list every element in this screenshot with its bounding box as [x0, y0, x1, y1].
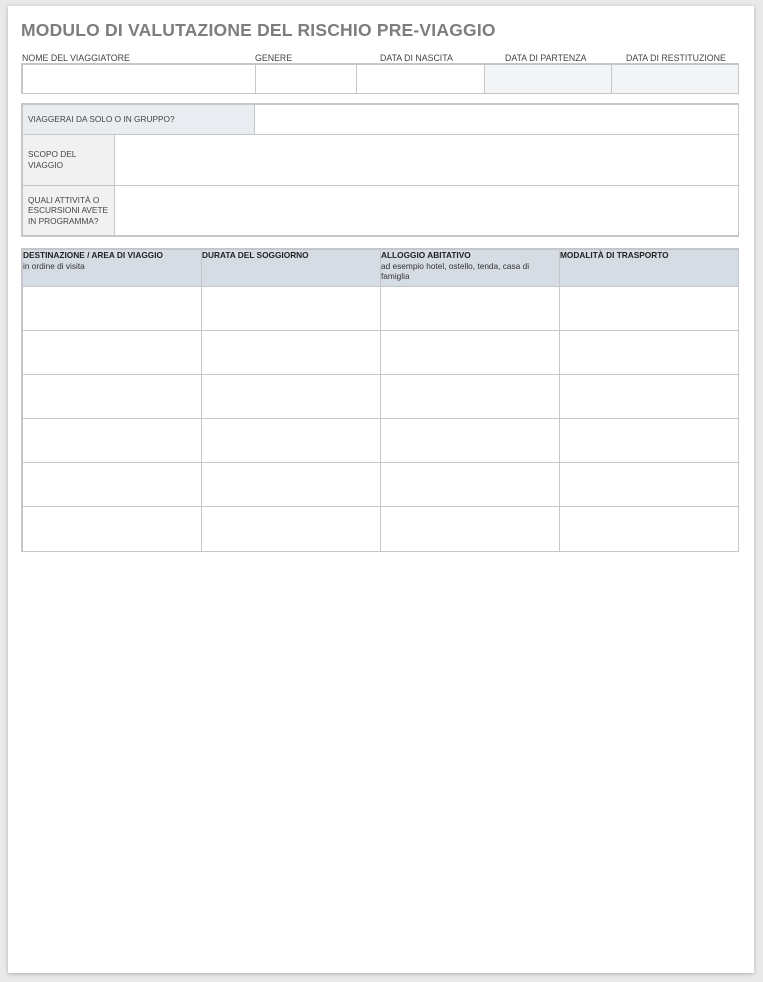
table-cell[interactable] — [23, 463, 202, 507]
table-cell[interactable] — [560, 287, 739, 331]
departure-date-input[interactable] — [485, 65, 611, 93]
table-cell[interactable] — [381, 463, 560, 507]
table-cell[interactable] — [23, 419, 202, 463]
table-cell[interactable] — [202, 507, 381, 552]
solo-group-answer-field[interactable] — [255, 105, 739, 135]
return-date-label: DATA DI RESTITUZIONE — [626, 53, 726, 63]
column-header-duration — [202, 250, 381, 287]
traveler-name-input[interactable] — [23, 65, 255, 93]
table-cell[interactable] — [202, 375, 381, 419]
table-cell[interactable] — [560, 375, 739, 419]
column-header-title: MODALITÀ DI TRASPORTO — [560, 250, 669, 260]
trip-questions-block — [21, 103, 739, 237]
purpose-input[interactable] — [115, 135, 738, 184]
column-header-accommodation — [381, 250, 560, 287]
table-row — [23, 287, 739, 331]
activities-label: QUALI ATTIVITÀ O ESCURSIONI AVETE IN PROGRAMMA? — [28, 194, 109, 226]
departure-date-label: DATA DI PARTENZA — [505, 53, 587, 63]
table-cell[interactable] — [381, 287, 560, 331]
return-date-field[interactable] — [612, 65, 739, 94]
form-title: MODULO DI VALUTAZIONE DEL RISCHIO PRE-VIAGGIO — [21, 20, 496, 40]
table-cell[interactable] — [560, 419, 739, 463]
table-row — [23, 463, 739, 507]
table-cell[interactable] — [202, 463, 381, 507]
column-header-title: DESTINAZIONE / AREA DI VIAGGIO — [23, 250, 163, 260]
table-row — [23, 507, 739, 552]
table-row — [23, 419, 739, 463]
activities-question — [23, 185, 115, 235]
purpose-answer-field[interactable] — [115, 135, 739, 185]
table-cell[interactable] — [560, 331, 739, 375]
table-cell[interactable] — [560, 507, 739, 552]
itinerary-header-row — [23, 250, 739, 287]
purpose-label: SCOPO DEL VIAGGIO — [28, 149, 77, 170]
table-cell[interactable] — [23, 331, 202, 375]
gender-label: GENERE — [255, 53, 293, 63]
departure-date-field[interactable] — [485, 65, 612, 94]
table-cell[interactable] — [560, 463, 739, 507]
column-header-title: ALLOGGIO ABITATIVO — [381, 250, 471, 260]
solo-group-input[interactable] — [255, 105, 738, 134]
purpose-question — [23, 135, 115, 185]
table-cell[interactable] — [23, 507, 202, 552]
table-cell[interactable] — [381, 331, 560, 375]
table-row — [23, 375, 739, 419]
table-cell[interactable] — [202, 287, 381, 331]
table-cell[interactable] — [202, 419, 381, 463]
column-header-transport — [560, 250, 739, 287]
return-date-input[interactable] — [612, 65, 738, 93]
traveler-name-label: NOME DEL VIAGGIATORE — [22, 53, 130, 63]
birth-date-field[interactable] — [357, 65, 485, 94]
table-row — [23, 331, 739, 375]
solo-group-question — [23, 105, 255, 135]
gender-input[interactable] — [256, 65, 356, 93]
table-cell[interactable] — [381, 419, 560, 463]
table-cell[interactable] — [23, 287, 202, 331]
column-header-title: DURATA DEL SOGGIORNO — [202, 250, 309, 260]
table-cell[interactable] — [381, 375, 560, 419]
itinerary-table — [21, 248, 739, 552]
activities-input[interactable] — [115, 186, 738, 235]
solo-group-label: VIAGGERAI DA SOLO O IN GRUPPO? — [28, 114, 175, 125]
traveler-info-row — [21, 63, 739, 94]
column-header-destination — [23, 250, 202, 287]
birth-date-input[interactable] — [357, 65, 484, 93]
column-header-subtitle: in ordine di visita — [23, 260, 85, 271]
table-cell[interactable] — [381, 507, 560, 552]
gender-field[interactable] — [256, 65, 357, 94]
traveler-name-field[interactable] — [23, 65, 256, 94]
form-page — [8, 6, 754, 973]
activities-answer-field[interactable] — [115, 185, 739, 235]
table-cell[interactable] — [202, 331, 381, 375]
table-cell[interactable] — [23, 375, 202, 419]
column-header-subtitle: ad esempio hotel, ostello, tenda, casa di famiglia — [381, 260, 530, 281]
birth-date-label: DATA DI NASCITA — [380, 53, 453, 63]
